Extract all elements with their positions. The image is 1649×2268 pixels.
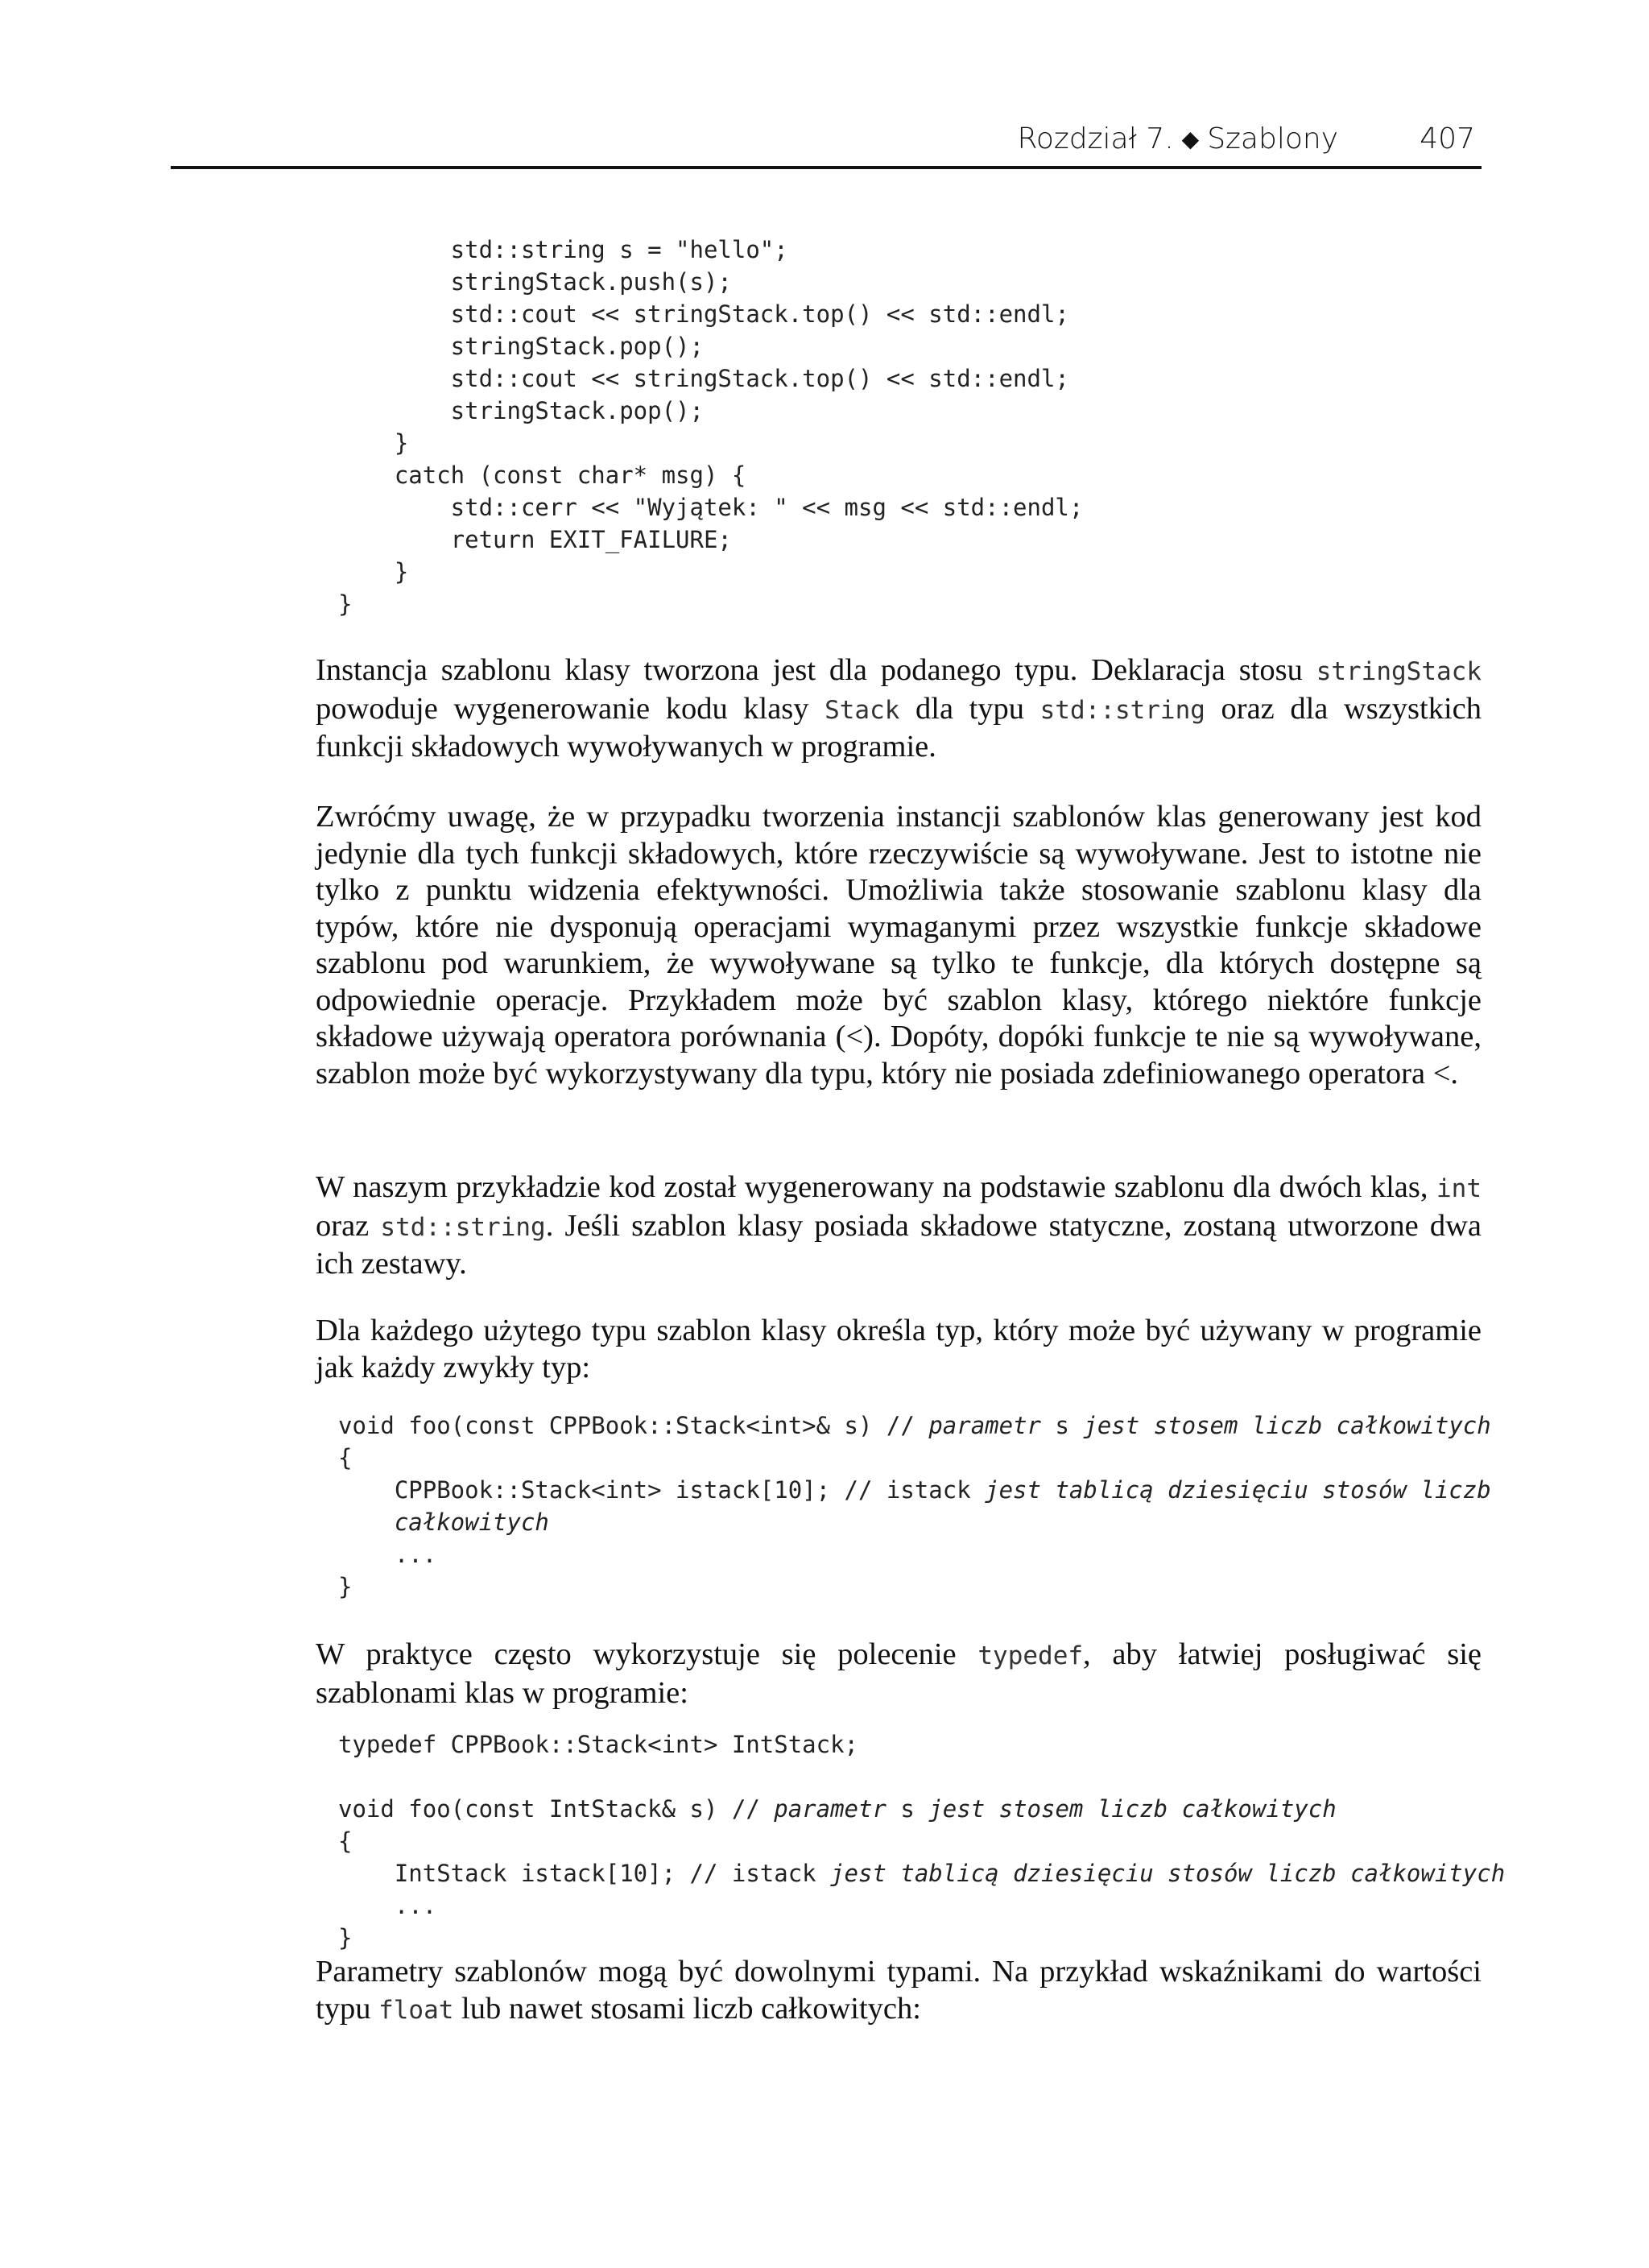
diamond-separator-icon: ◆ bbox=[1181, 126, 1200, 152]
text-run: Parametry szablonów mogą być dowolnymi typami. Na przykład wskaźnikami do wartości typu bbox=[316, 1955, 1482, 2026]
code-text: CPPBook::Stack<int> istack[10]; // istack bbox=[338, 1476, 986, 1504]
text-run: oraz bbox=[316, 1208, 381, 1243]
code-block-3 bbox=[338, 1728, 1505, 1954]
code-comment: jest stosem liczb całkowitych bbox=[1083, 1412, 1491, 1439]
code-line: return EXIT_FAILURE; bbox=[338, 526, 732, 553]
code-text: s bbox=[1041, 1412, 1084, 1439]
code-text: s bbox=[886, 1795, 929, 1823]
code-line: } bbox=[338, 558, 409, 586]
code-comment: całkowitych bbox=[338, 1509, 549, 1536]
code-line: stringStack.push(s); bbox=[338, 268, 732, 296]
paragraph-member-functions: Zwróćmy uwagę, że w przypadku tworzenia instancji szablonów klas generowany jest kod jedynie dla tych funkcji składowych, które rzeczywiście są wywoływane. Jest to istotne nie tylko z punktu widzenia efektywności. Umożliwia także stosowanie szablonu klasy dla typów, które nie dysponują operacjami wymaganymi przez wszystkie funkcje składowe szablonu pod warunkiem, że wywoływane są tylko te funkcje, dla których dostępne są odpowiednie operacje. Przykładem może być szablon klasy, którego niektóre funkcje składowe używają operatora porównania (<). Dopóty, dopóki funkcje te nie są wywoływane, szablon może być wykorzystywany dla typu, który nie posiada zdefiniowanego operatora <. bbox=[316, 800, 1482, 1091]
code-line: { bbox=[338, 1827, 353, 1855]
text-run: . Jeśli szablon klasy posiada składowe statyczne, zostaną utworzone dwa ich zestawy. bbox=[316, 1208, 1482, 1281]
code-line: std::cerr << "Wyjątek: " << msg << std::endl; bbox=[338, 494, 1084, 521]
page-number: 407 bbox=[1420, 122, 1475, 155]
inline-code: int bbox=[1436, 1174, 1482, 1203]
inline-code: stringStack bbox=[1316, 657, 1482, 686]
code-line: } bbox=[338, 590, 353, 618]
code-line: } bbox=[338, 1924, 353, 1951]
paragraph-instantiation bbox=[316, 652, 1482, 766]
text-run: Instancja szablonu klasy tworzona jest dla podanego typu. Deklaracja stosu bbox=[316, 653, 1316, 687]
chapter-name: Szablony bbox=[1207, 122, 1338, 155]
text-run: W praktyce często wykorzystuje się polecenie bbox=[316, 1637, 978, 1671]
code-line: typedef CPPBook::Stack<int> IntStack; bbox=[338, 1731, 859, 1758]
text-run: lub nawet stosami liczb całkowitych: bbox=[453, 1991, 921, 2026]
chapter-title bbox=[1017, 122, 1338, 155]
code-comment: jest stosem liczb całkowitych bbox=[928, 1795, 1337, 1823]
code-line: ... bbox=[338, 1541, 437, 1568]
code-line: } bbox=[338, 429, 409, 457]
code-line: stringStack.pop(); bbox=[338, 333, 704, 360]
text-run: oraz dla wszystkich funkcji składowych wywoływanych w programie. bbox=[316, 691, 1482, 764]
code-line: std::cout << stringStack.top() << std::endl; bbox=[338, 300, 1069, 328]
inline-code: std::string bbox=[1039, 695, 1205, 725]
text-run: , aby łatwiej posługiwać się szablonami klas w programie: bbox=[316, 1637, 1482, 1710]
code-comment: parametr bbox=[928, 1412, 1041, 1439]
inline-code: std::string bbox=[380, 1212, 546, 1242]
inline-code: float bbox=[378, 1995, 454, 2025]
code-comment: parametr bbox=[774, 1795, 886, 1823]
code-text: void foo(const CPPBook::Stack<int>& s) // bbox=[338, 1412, 929, 1439]
code-line: std::cout << stringStack.top() << std::endl; bbox=[338, 365, 1069, 392]
code-comment: jest tablicą dziesięciu stosów liczb bbox=[985, 1476, 1491, 1504]
running-header bbox=[171, 121, 1482, 169]
text-run: powoduje wygenerowanie kodu klasy bbox=[316, 691, 825, 726]
paragraph-typedef bbox=[316, 1637, 1482, 1711]
code-line: std::string s = "hello"; bbox=[338, 236, 788, 263]
code-line: ... bbox=[338, 1892, 437, 1919]
paragraph-parameters bbox=[316, 1954, 1482, 2029]
code-text: void foo(const IntStack& s) // bbox=[338, 1795, 775, 1823]
paragraph-example bbox=[316, 1169, 1482, 1283]
code-comment: jest tablicą dziesięciu stosów liczb całkowitych bbox=[830, 1860, 1506, 1887]
inline-code: Stack bbox=[824, 695, 900, 725]
code-line: } bbox=[338, 1573, 353, 1600]
text-run: W naszym przykładzie kod został wygenerowany na podstawie szablonu dla dwóch klas, bbox=[316, 1170, 1436, 1204]
chapter-label: Rozdział 7. bbox=[1017, 122, 1174, 155]
code-line: { bbox=[338, 1444, 353, 1471]
code-block-1 bbox=[338, 234, 1083, 620]
code-line: stringStack.pop(); bbox=[338, 397, 704, 424]
code-block-2 bbox=[338, 1409, 1491, 1603]
code-line: catch (const char* msg) { bbox=[338, 461, 746, 489]
text-run: dla typu bbox=[899, 691, 1040, 726]
inline-code: typedef bbox=[977, 1641, 1084, 1670]
code-text: IntStack istack[10]; // istack bbox=[338, 1860, 831, 1887]
paragraph-type-usage: Dla każdego użytego typu szablon klasy określa typ, który może być używany w programie jak każdy zwykły typ: bbox=[316, 1314, 1482, 1384]
